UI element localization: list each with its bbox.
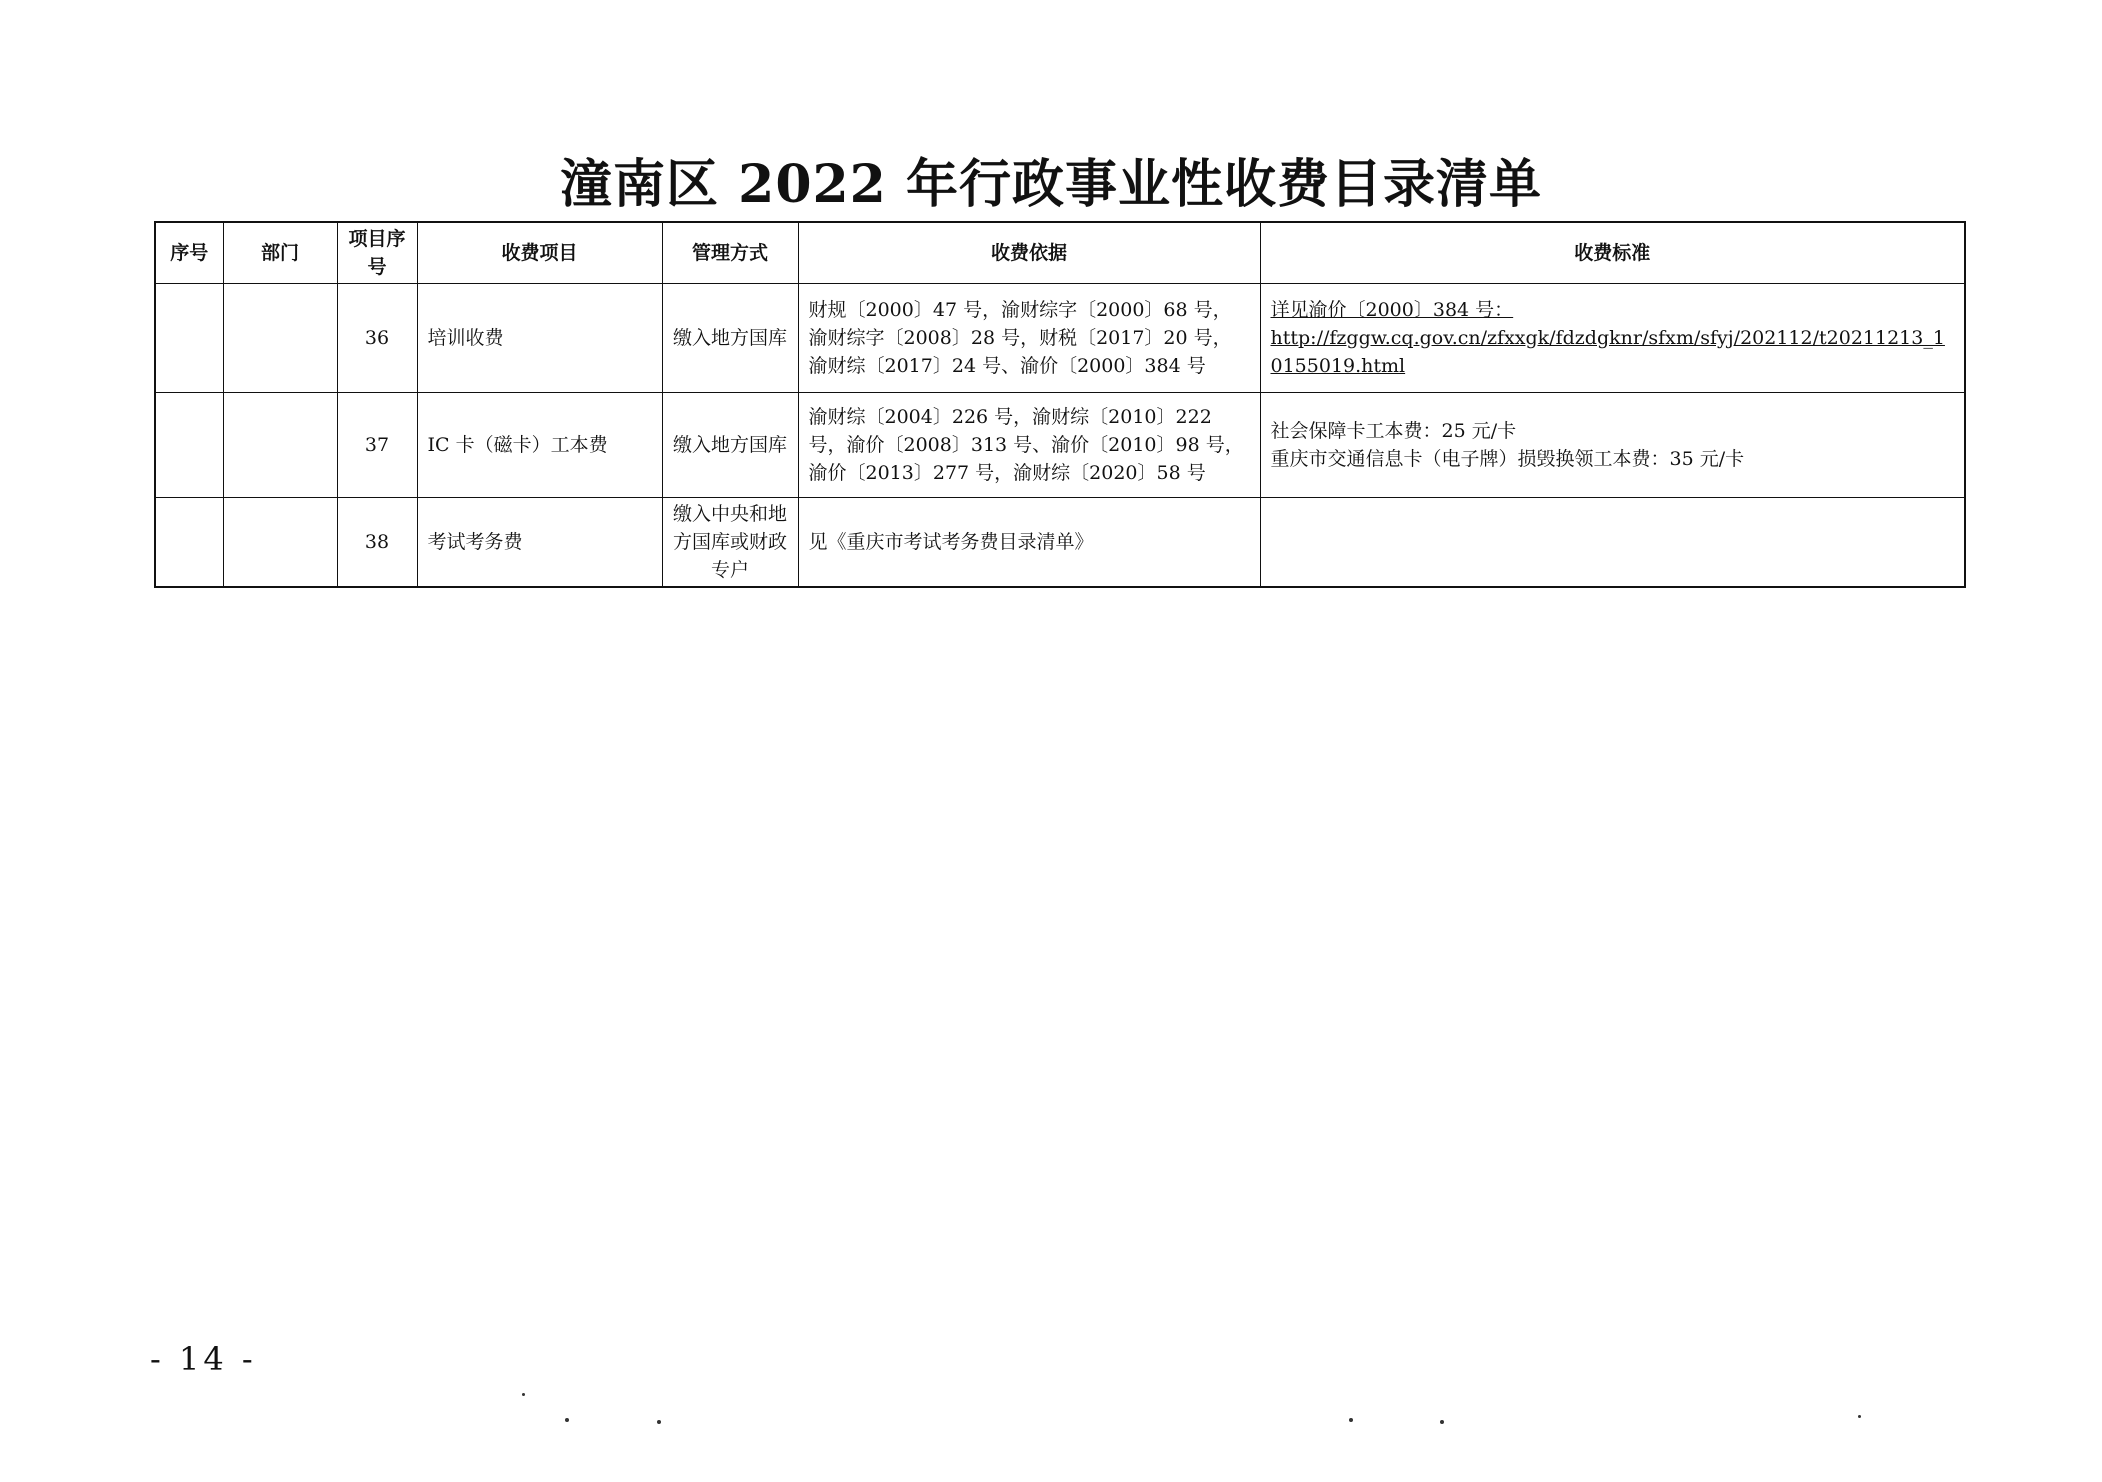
- standard-line: 社会保障卡工本费：25 元/卡: [1270, 420, 1517, 442]
- standard-line: 重庆市交通信息卡（电子牌）损毁换领工本费：35 元/卡: [1270, 448, 1745, 470]
- cell-seq: [155, 393, 223, 498]
- header-management: 管理方式: [662, 222, 798, 284]
- cell-fee-item: 培训收费: [417, 284, 662, 393]
- standard-link[interactable]: http://fzggw.cq.gov.cn/zfxxgk/fdzdgknr/sfxm/sfyj/202112/t20211213_10155019.html: [1270, 327, 1945, 377]
- table-row: [155, 284, 1965, 393]
- cell-dept: [223, 498, 337, 588]
- cell-standard: [1260, 393, 1965, 498]
- scan-speck: [1349, 1418, 1353, 1422]
- page-title: 潼南区 2022 年行政事业性收费目录清单: [560, 154, 1542, 215]
- scan-speck: [1440, 1420, 1444, 1424]
- cell-seq: [155, 284, 223, 393]
- scan-speck: [565, 1418, 569, 1422]
- scan-speck: [522, 1393, 525, 1396]
- table-row: [155, 498, 1965, 588]
- cell-item-seq: 38: [337, 498, 417, 588]
- table-header-row: [155, 222, 1965, 284]
- cell-item-seq: 36: [337, 284, 417, 393]
- header-fee-item: 收费项目: [417, 222, 662, 284]
- header-item-seq: 项目序号: [337, 222, 417, 284]
- cell-basis: 渝财综〔2004〕226 号，渝财综〔2010〕222 号，渝价〔2008〕313 号、渝价〔2010〕98 号，渝价〔2013〕277 号，渝财综〔2020〕58 号: [798, 393, 1260, 498]
- fee-catalog-table: [154, 221, 1966, 588]
- standard-line: 详见渝价〔2000〕384 号：: [1270, 299, 1514, 321]
- cell-standard: [1260, 498, 1965, 588]
- cell-basis: 见《重庆市考试考务费目录清单》: [798, 498, 1260, 588]
- cell-seq: [155, 498, 223, 588]
- header-standard: 收费标准: [1260, 222, 1965, 284]
- header-dept: 部门: [223, 222, 337, 284]
- scan-speck: [1858, 1415, 1861, 1418]
- cell-management: 缴入中央和地方国库或财政专户: [662, 498, 798, 588]
- cell-fee-item: IC 卡（磁卡）工本费: [417, 393, 662, 498]
- table-row: [155, 393, 1965, 498]
- header-basis: 收费依据: [798, 222, 1260, 284]
- cell-basis: 财规〔2000〕47 号，渝财综字〔2000〕68 号，渝财综字〔2008〕28 号，财税〔2017〕20 号，渝财综〔2017〕24 号、渝价〔2000〕384 号: [798, 284, 1260, 393]
- page-number: - 14 -: [150, 1340, 257, 1378]
- cell-management: 缴入地方国库: [662, 284, 798, 393]
- header-seq: 序号: [155, 222, 223, 284]
- scan-speck: [657, 1420, 661, 1424]
- cell-dept: [223, 284, 337, 393]
- cell-management: 缴入地方国库: [662, 393, 798, 498]
- cell-standard: [1260, 284, 1965, 393]
- cell-dept: [223, 393, 337, 498]
- cell-fee-item: 考试考务费: [417, 498, 662, 588]
- cell-item-seq: 37: [337, 393, 417, 498]
